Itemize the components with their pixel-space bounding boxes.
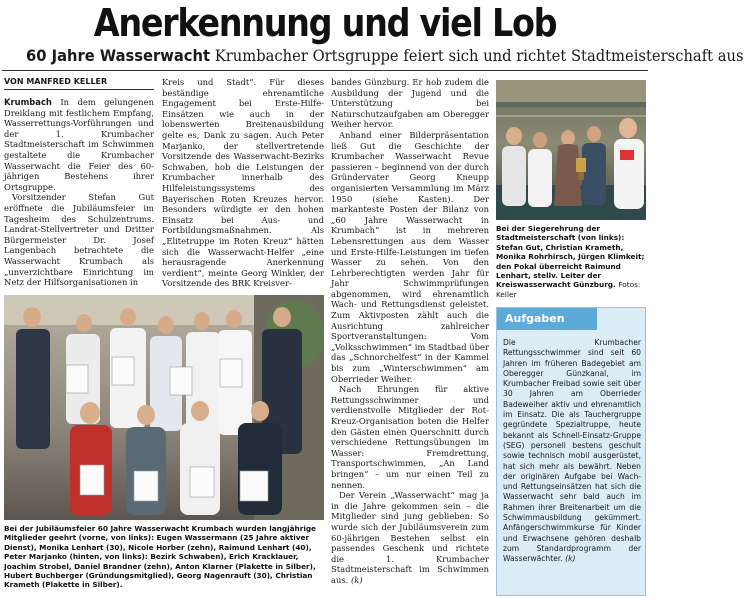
article-col1-p1: In dem gelungenen Dreiklang mit festlichem Empfang, Wasserrettungs-Vorführungen und der 1. Krumbacher Stadtmeisterschaft im Schwimmen gestaltete die Krumbacher Wasserwacht die Feier des 60-jährigen Bestehens ihrer Ortsgruppe. (4, 97, 154, 192)
article-column-1 (4, 97, 154, 288)
article-col3-p2: Anhand einer Bilderpräsentation ließ Gut die Geschichte der Krumbacher Wasserwacht Revue passieren – beginnend von der durch Gründervater Georg Kneupp organisierten Versammlung im März 1950 (siehe Kasten). Der markanteste Posten der Bilanz von „60 Jahre Wasserwacht in Krumbach“ ist in mehreren Lebensrettungen aus dem Wasser und Erste-Hilfe-Leistungen im tiefen Wasser zu sehen. Von den Lehrberechtigten werden Jahr für Jahr Schwimmprüfungen abgenommen, wird ehrenamtlich Wach- und Rettungsdienst geleistet. Zum Aktivposten zählt auch die Ausrichtung zahlreicher Sportveranstaltungen: Vom „Volksschwimmen“ im Stadtbad über das „Schnorchelfest“ in der Kammel bis zum „Winterschwimmen“ am Oberrieder Weiher. (331, 129, 489, 384)
article-column-2 (162, 77, 324, 289)
aufgaben-text-block (503, 338, 641, 565)
photo-award-ceremony (496, 80, 646, 220)
article-col3-p4: Der Verein „Wasserwacht“ mag ja in die Jahre gekommen sein – die Mitglieder sind jung geblieben: So wurde sich der Jubiläumsverein zum 60-jährigen Bestehen selbst ein passendes Geschenk und richtete die 1. Krumbacher Stadtmeisterschaft im Schwimmen aus. (331, 490, 489, 585)
article-column-3 (331, 77, 489, 595)
subheadline-rest: Krumbacher Ortsgruppe feiert sich und richtet Stadtmeisterschaft aus (214, 46, 744, 65)
subheadline (26, 46, 744, 66)
photo-left-caption: Bei der Jubiläumsfeier 60 Jahre Wasserwacht Krumbach wurden langjährige Mitglieder geehrt (vorne, von links): Eugen Wassermann (25 Jahre aktiver Dienst), Monika Lenhart (30), Nicole Horber (zehn), Raimund Lenhart (40), Peter Marjanko (hinten, von links): Bezirk Schwaben), Erich Kracklauer, Joachim Strobel, Daniel Brandner (zehn), Anton Klarner (Plakette in Silber), Hubert Buchberger (Gründungsmitglied), Georg Nagenrauft (30), Christian Krameth (Plakette in Silber). (4, 524, 316, 590)
honored-members-image (4, 295, 324, 520)
aufgaben-title: Aufgaben (497, 308, 597, 330)
headline: Anerkennung und viel Lob (93, 1, 557, 45)
photo-right-caption (496, 224, 646, 299)
subheadline-bold: 60 Jahre Wasserwacht (26, 46, 211, 65)
aufgaben-signoff: (k) (565, 554, 576, 564)
aufgaben-box (496, 307, 646, 596)
aufgaben-text: Die Krumbacher Rettungsschwimmer sind seit 60 Jahren im früheren Badegebiet am Oberegger Günzkanal, im Krumbacher Freibad sowie seit über 30 Jahren am Oberrieder Badeweiher aktiv und ehrenamtlich im Einsatz. Die als Tauchergruppe gegründete Spezialtruppe, heute bekannt als Schnell-Einsatz-Gruppe (SEG) personell bestens geschult sowie technisch mobil ausgerüstet, hat sich mehr als bewährt. Neben der originären Aufgabe bei Wach- und Rettungseinsätzen hat sich die Wasserwacht sehr bald auch im Rahmen ihrer Breitenarbeit um die Schwimmausbildung gekümmert. Anfängerschwimmkurse für Kinder und Erwachsene gehören deshalb zum Standardprogramm der Wasserwächter. (503, 338, 641, 564)
byline: VON MANFRED KELLER (4, 77, 154, 90)
article-signoff: (k) (351, 574, 363, 585)
photo-right-caption-text: Bei der Siegerehrung der Stadtmeisterschaft (von links): Stefan Gut, Christian Krameth, Monika Rohrhirsch, Jürgen Klimkeit; den Pokal überreicht Raimund Lenhart, stellv. Leiter der Kreiswasserwacht Günzburg. (496, 224, 645, 290)
photo-credit: Fotos: Keller (496, 280, 641, 299)
photo-honored-members (4, 295, 324, 520)
article-col1-p2: Vorsitzender Stefan Gut eröffnete die Jubiläumsfeier im Tagesheim des Schulzentrums. Landrat-Stellvertreter und Dritter Bürgermeister Dr. Josef Langenbach betrachtete die Wasserwacht Krumbach als „unverzichtbare Einrichtung im Netz der Hilfsorganisationen in (4, 192, 154, 288)
article-col3-p3: Nach Ehrungen für aktive Rettungsschwimmer und verdienstvolle Mitglieder der Rot-Kreuz-Organisation boten die Helfer den Gästen einen Querschnitt durch verschiedene Rettungsübungen im Wasser: Fremdrettung, Transportschwimmen, „An Land bringen“ – um nur einen Teil zu nennen. (331, 384, 489, 490)
article-dateline: Krumbach (4, 97, 52, 107)
article-col3-p1: bandes Günzburg. Er hob zudem die Ausbildung der Jugend und die Unterstützung bei Naturschutzaufgaben am Oberegger Weiher hervor. (331, 77, 489, 130)
headline-rule (2, 70, 648, 71)
article-col2-p1: Kreis und Stadt“. Für dieses beständige ehrenamtliche Engagement bei Erste-Hilfe-Einsätzen wie auch in der lobenswerten Breitenausbildung gelte es, Dank zu sagen. Auch Peter Marjanko, der stellvertretende Vorsitzende des Wasserwacht-Bezirks Schwaben, hob die Leistungen der Krumbacher innerhalb des Hilfeleistungssystems des Bayerischen Roten Kreuzes hervor. Besonders würdigte er den hohen Einsatz bei Aus- und Fortbildungsmaßnahmen. Als „Elitetruppe im Roten Kreuz“ hätten sich die Wasserwacht-Helfer „eine herausragende Anerkennung verdient“, meinte Georg Winkler, der Vorsitzende des BRK Kreisver- (162, 77, 324, 289)
award-ceremony-image (496, 80, 646, 220)
